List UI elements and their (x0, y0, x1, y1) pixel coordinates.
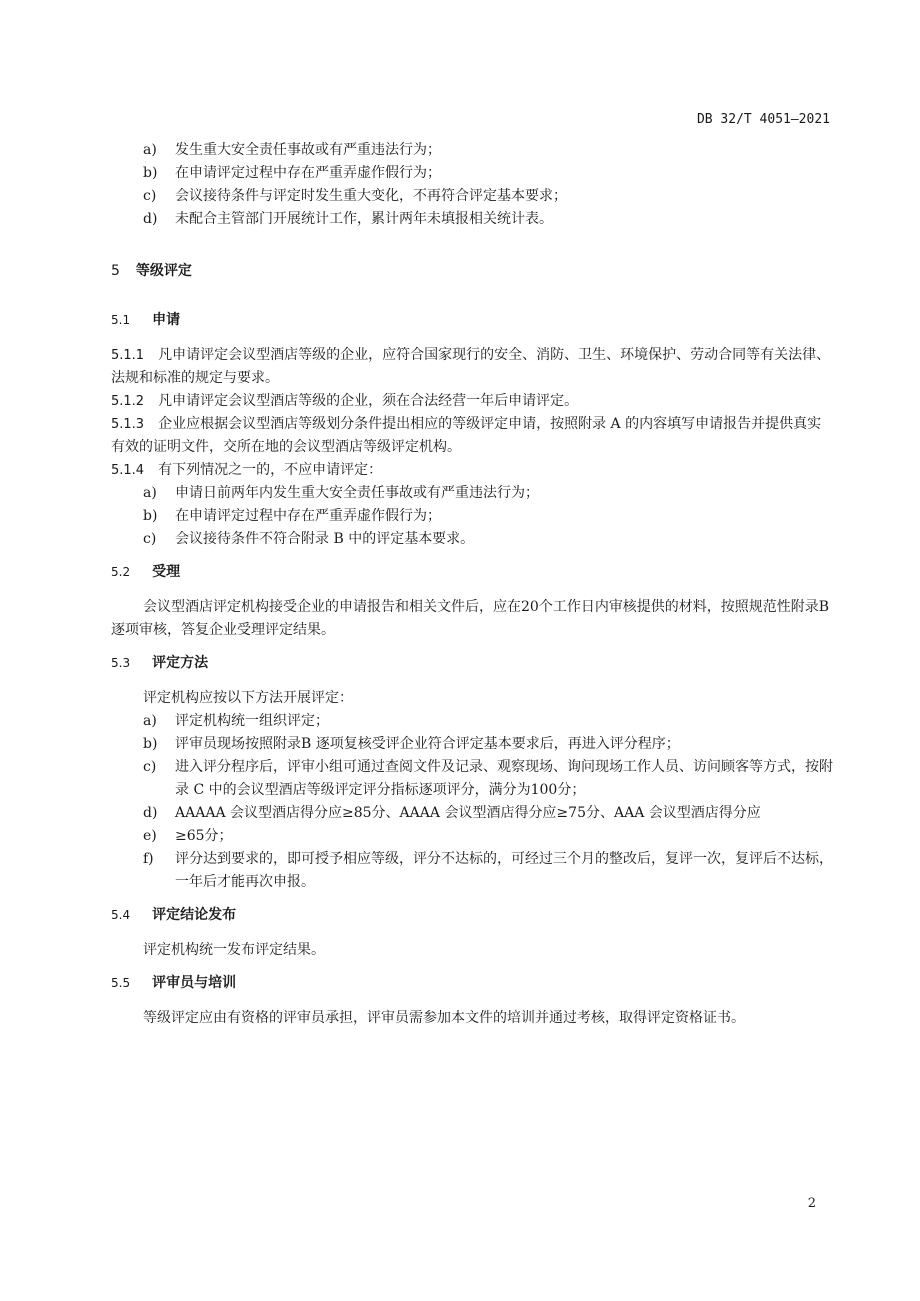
list-marker: a) (143, 142, 157, 158)
section-heading-5-3 (111, 652, 833, 675)
clause-text: 凡申请评定会议型酒店等级的企业，须在合法经营一年后申请评定。 (158, 393, 579, 409)
section-number: 5.1 (111, 313, 131, 327)
list-marker: b) (143, 508, 158, 524)
list-text: 进入评分程序后，评审小组可通过查阅文件及记录、观察现场、询问现场工作人员、访问顾客等方式，按附录 C 中的会议型酒店等级评定评分指标逐项评分，满分为100分； (175, 759, 833, 798)
list-text: 在申请评定过程中存在严重弄虚作假行为； (175, 508, 441, 524)
page-number: 2 (807, 1196, 816, 1211)
list-text: 评定机构统一组织评定； (175, 713, 329, 729)
list-item (111, 756, 833, 802)
clause-5-1-4 (111, 459, 833, 482)
list-marker: a) (143, 713, 157, 729)
clause-number: 5.1.1 (111, 348, 145, 363)
list-item (111, 733, 833, 756)
list-text: 评分达到要求的，即可授予相应等级，评分不达标的，可经过三个月的整改后，复评一次，复评后不达标，一年后才能再次申报。 (175, 851, 833, 890)
list-marker: d) (143, 805, 158, 821)
clause-text: 有下列情况之一的，不应申请评定： (158, 462, 383, 478)
list-text: 申请日前两年内发生重大安全责任事故或有严重违法行为； (175, 485, 539, 501)
section-heading-5-2 (111, 561, 833, 584)
list-marker: e) (143, 828, 157, 844)
chapter-title: 等级评定 (135, 263, 192, 279)
list-text: 评审员现场按照附录B 逐项复核受评企业符合评定基本要求后，再进入评分程序； (175, 736, 680, 752)
list-item (111, 802, 833, 825)
list-item (111, 528, 833, 551)
section-number: 5.4 (111, 908, 131, 922)
clause-5-1-3 (111, 413, 833, 459)
section-number: 5.2 (111, 565, 131, 579)
list-item (111, 505, 833, 528)
list-text: 会议接待条件与评定时发生重大变化，不再符合评定基本要求； (175, 188, 567, 204)
chapter-heading (111, 260, 833, 283)
list-marker: f) (143, 851, 154, 867)
section-heading-5-1 (111, 309, 833, 332)
list-item (111, 710, 833, 733)
section-title: 受理 (152, 564, 181, 580)
section-heading-5-4 (111, 904, 833, 927)
list-text: 发生重大安全责任事故或有严重违法行为； (175, 142, 441, 158)
clause-5-1-2 (111, 390, 833, 413)
section-title: 申请 (152, 312, 181, 328)
list-item (111, 848, 833, 894)
clause-text: 企业应根据会议型酒店等级划分条件提出相应的等级评定申请，按照附录 A 的内容填写申请报告并提供真实有效的证明文件，交所在地的会议型酒店等级评定机构。 (111, 416, 822, 455)
section-heading-5-5 (111, 972, 833, 995)
list-text: AAAAA 会议型酒店得分应≥85分、AAAA 会议型酒店得分应≥75分、AAA 会议型酒店得分应 (175, 805, 761, 821)
section-number: 5.5 (111, 976, 131, 990)
paragraph: 会议型酒店评定机构接受企业的申请报告和相关文件后，应在20个工作日内审核提供的材料，按照规范性附录B逐项审核，答复企业受理评定结果。 (111, 599, 830, 638)
list-text: 会议接待条件不符合附录 B 中的评定基本要求。 (175, 531, 475, 547)
clause-text: 凡申请评定会议型酒店等级的企业，应符合国家现行的安全、消防、卫生、环境保护、劳动合同等有关法律、法规和标准的规定与要求。 (111, 347, 831, 386)
section-title: 评定结论发布 (152, 907, 237, 923)
list-item (111, 185, 833, 208)
list-marker: a) (143, 485, 157, 501)
list-marker: c) (143, 531, 157, 547)
paragraph: 等级评定应由有资格的评审员承担，评审员需参加本文件的培训并通过考核，取得评定资格证书。 (143, 1010, 745, 1026)
chapter-number: 5 (111, 263, 120, 279)
clause-number: 5.1.4 (111, 463, 145, 478)
standard-code: DB 32/T 4051—2021 (696, 112, 830, 127)
list-text: 未配合主管部门开展统计工作，累计两年未填报相关统计表。 (175, 211, 553, 227)
list-marker: b) (143, 165, 158, 181)
paragraph: 评定机构应按以下方法开展评定： (143, 690, 353, 706)
list-item (111, 208, 833, 231)
list-marker: d) (143, 211, 158, 227)
list-item (111, 139, 833, 162)
paragraph: 评定机构统一发布评定结果。 (143, 942, 325, 958)
section-title: 评审员与培训 (152, 975, 237, 991)
list-text: ≥65分； (175, 828, 233, 844)
section-number: 5.3 (111, 656, 131, 670)
list-marker: c) (143, 188, 157, 204)
list-text: 在申请评定过程中存在严重弄虚作假行为； (175, 165, 441, 181)
list-marker: c) (143, 759, 157, 775)
clause-number: 5.1.2 (111, 394, 145, 409)
list-item (111, 482, 833, 505)
list-item (111, 162, 833, 185)
list-marker: b) (143, 736, 158, 752)
section-title: 评定方法 (152, 655, 209, 671)
clause-number: 5.1.3 (111, 417, 145, 432)
list-item (111, 825, 833, 848)
document-body (111, 139, 833, 1030)
clause-5-1-1 (111, 344, 833, 390)
